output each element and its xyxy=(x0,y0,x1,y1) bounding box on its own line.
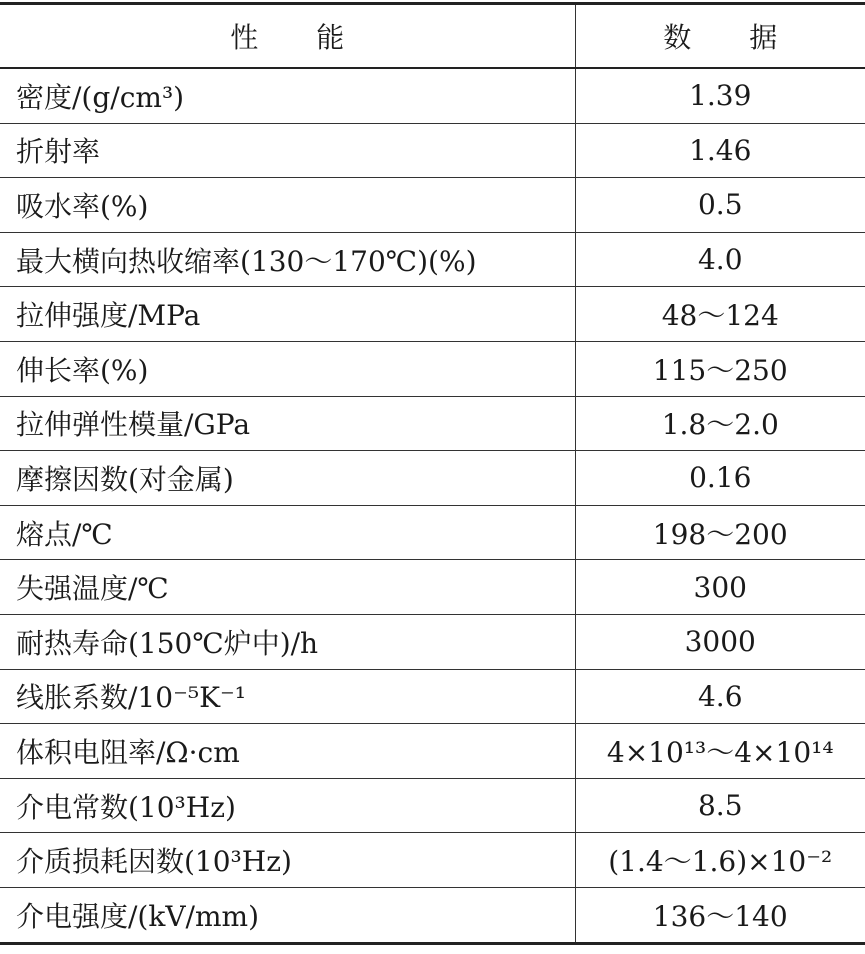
table-row xyxy=(0,178,865,233)
table-row xyxy=(0,123,865,178)
value-cell: 8.5 xyxy=(575,778,865,833)
value-cell: 0.5 xyxy=(575,178,865,233)
value-cell: (1.4～1.6)×10⁻² xyxy=(575,833,865,888)
table-row xyxy=(0,887,865,943)
table-row xyxy=(0,505,865,560)
value-cell: 4.0 xyxy=(575,232,865,287)
table-row xyxy=(0,396,865,451)
property-cell: 最大横向热收缩率(130～170℃)(%) xyxy=(0,232,575,287)
property-cell: 熔点/℃ xyxy=(0,505,575,560)
value-cell: 1.46 xyxy=(575,123,865,178)
value-cell: 136～140 xyxy=(575,887,865,943)
value-cell: 1.8～2.0 xyxy=(575,396,865,451)
table-row xyxy=(0,451,865,506)
property-cell: 拉伸强度/MPa xyxy=(0,287,575,342)
property-cell: 介电常数(10³Hz) xyxy=(0,778,575,833)
value-cell: 3000 xyxy=(575,614,865,669)
table-row xyxy=(0,287,865,342)
property-cell: 失强温度/℃ xyxy=(0,560,575,615)
value-cell: 115～250 xyxy=(575,341,865,396)
value-cell: 4.6 xyxy=(575,669,865,724)
table-row xyxy=(0,232,865,287)
table-row xyxy=(0,68,865,123)
table-row xyxy=(0,724,865,779)
table-row xyxy=(0,833,865,888)
property-cell: 介质损耗因数(10³Hz) xyxy=(0,833,575,888)
value-cell: 300 xyxy=(575,560,865,615)
property-cell: 线胀系数/10⁻⁵K⁻¹ xyxy=(0,669,575,724)
property-cell: 折射率 xyxy=(0,123,575,178)
property-cell: 伸长率(%) xyxy=(0,341,575,396)
property-cell: 耐热寿命(150℃炉中)/h xyxy=(0,614,575,669)
value-cell: 0.16 xyxy=(575,451,865,506)
value-cell: 4×10¹³～4×10¹⁴ xyxy=(575,724,865,779)
properties-table xyxy=(0,2,865,945)
property-cell: 体积电阻率/Ω·cm xyxy=(0,724,575,779)
table-row xyxy=(0,560,865,615)
table-row xyxy=(0,669,865,724)
value-cell: 48～124 xyxy=(575,287,865,342)
table-row xyxy=(0,341,865,396)
value-cell: 198～200 xyxy=(575,505,865,560)
property-cell: 吸水率(%) xyxy=(0,178,575,233)
value-cell: 1.39 xyxy=(575,68,865,123)
property-cell: 拉伸弹性模量/GPa xyxy=(0,396,575,451)
header-property: 性能 xyxy=(0,4,575,69)
property-cell: 介电强度/(kV/mm) xyxy=(0,887,575,943)
property-cell: 摩擦因数(对金属) xyxy=(0,451,575,506)
header-value: 数据 xyxy=(575,4,865,69)
property-cell: 密度/(g/cm³) xyxy=(0,68,575,123)
table-row xyxy=(0,778,865,833)
header-row xyxy=(0,4,865,69)
table-row xyxy=(0,614,865,669)
